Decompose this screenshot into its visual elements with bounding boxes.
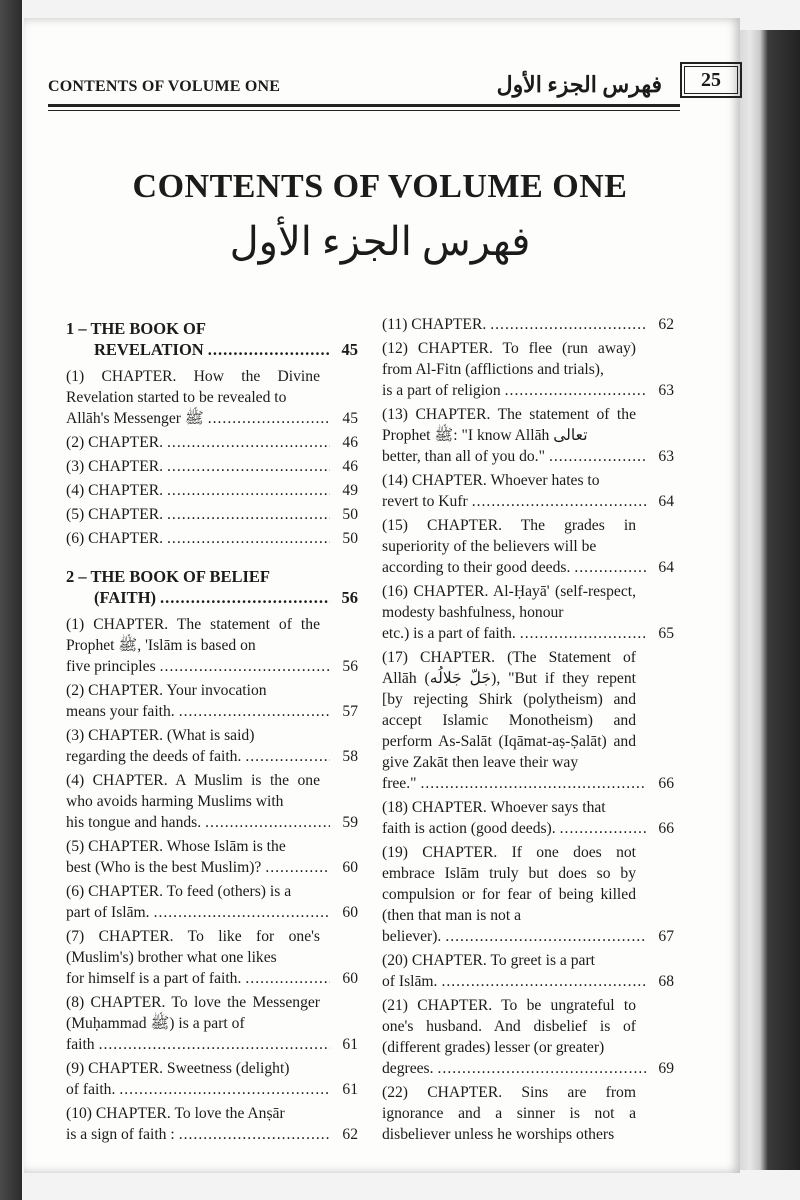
toc-entry bbox=[66, 366, 358, 429]
toc-entry-last-line: revert to Kufr bbox=[382, 493, 468, 510]
book-cover-edge bbox=[740, 30, 800, 1170]
toc-entry-last-line: of Islām. bbox=[382, 973, 438, 990]
book-page-number: 56 bbox=[341, 588, 358, 607]
toc-entry-page: 67 bbox=[658, 928, 674, 945]
toc-entry-last-line: regarding the deeds of faith. bbox=[66, 748, 242, 765]
page-header bbox=[48, 56, 742, 108]
toc-entry-last-line: five principles bbox=[66, 658, 156, 675]
toc-entry-last-line: (5) CHAPTER. bbox=[66, 506, 164, 523]
toc-entry-text: (15) CHAPTER. The grades in superiority of the believers will be bbox=[382, 517, 636, 555]
book-page-number: 45 bbox=[341, 340, 358, 359]
toc-entry-last-line: free." bbox=[382, 775, 417, 792]
page-number-box: 25 bbox=[680, 62, 742, 98]
toc-entry-page: 66 bbox=[658, 775, 674, 792]
toc-entry bbox=[66, 992, 358, 1055]
book-spine bbox=[0, 0, 22, 1200]
toc-entry-text: (14) CHAPTER. Whoever hates to bbox=[382, 472, 600, 489]
book-heading-line2: (FAITH) bbox=[94, 588, 157, 607]
toc-entry-last-line: means your faith. bbox=[66, 703, 175, 720]
toc-entry bbox=[382, 842, 674, 947]
toc-entry-text: (1) CHAPTER. The statement of the Prophet ﷺ, 'Islām is based on bbox=[66, 616, 320, 654]
toc-entry bbox=[66, 926, 358, 989]
toc-entry-last-line: (3) CHAPTER. bbox=[66, 458, 164, 475]
toc-entry-text: (18) CHAPTER. Whoever says that bbox=[382, 799, 606, 816]
toc-entry-last-line: best (Who is the best Muslim)? bbox=[66, 859, 262, 876]
toc-entry-last-line: believer). bbox=[382, 928, 442, 945]
toc-entry bbox=[66, 1058, 358, 1100]
toc-entry-page: 69 bbox=[658, 1060, 674, 1077]
toc-entry-text: (2) CHAPTER. Your invocation bbox=[66, 682, 267, 699]
book-heading-line1: 1 – THE BOOK OF bbox=[66, 319, 206, 338]
toc-entry-page: 66 bbox=[658, 820, 674, 837]
toc-entry bbox=[66, 614, 358, 677]
toc-entry bbox=[66, 836, 358, 878]
toc-entry-text: (20) CHAPTER. To greet is a part bbox=[382, 952, 595, 969]
toc-entry-text: (22) CHAPTER. Sins are from ignorance and a sinner is not a disbeliever unless he worships others bbox=[382, 1084, 636, 1143]
toc-entry-text: (3) CHAPTER. (What is said) bbox=[66, 727, 255, 744]
toc-entry-page: 68 bbox=[658, 973, 674, 990]
contents-column-left bbox=[66, 314, 358, 1148]
toc-entry-text: (17) CHAPTER. (The Statement of Allāh (جَلّ جَلالُه), "But if they repent [by rejecting Shirk (polytheism) and accept Islamic Monotheism) and perform As-Salāt (Iqāmat-aṣ-Ṣalāt) and give Zakāt then leave their way bbox=[382, 649, 636, 771]
toc-entry bbox=[382, 470, 674, 512]
toc-entry-last-line: (11) CHAPTER. bbox=[382, 316, 487, 333]
toc-entry-last-line: etc.) is a part of faith. bbox=[382, 625, 516, 642]
toc-entry bbox=[382, 515, 674, 578]
toc-entry bbox=[66, 432, 358, 453]
toc-entry-page: 62 bbox=[342, 1126, 358, 1143]
toc-entry-last-line: (2) CHAPTER. bbox=[66, 434, 164, 451]
running-title: CONTENTS OF VOLUME ONE bbox=[48, 78, 281, 95]
toc-entry bbox=[382, 338, 674, 401]
toc-entry-last-line: is a part of religion bbox=[382, 382, 501, 399]
toc-entry-last-line: (6) CHAPTER. bbox=[66, 530, 164, 547]
toc-entry-text: (16) CHAPTER. Al-Ḥayā' (self-respect, modesty bashfulness, honour bbox=[382, 583, 636, 621]
book-heading-line2: REVELATION bbox=[94, 340, 204, 359]
toc-entry-last-line: (4) CHAPTER. bbox=[66, 482, 164, 499]
toc-entry-page: 60 bbox=[342, 970, 358, 987]
toc-entry-page: 63 bbox=[658, 448, 674, 465]
toc-entry-text: (9) CHAPTER. Sweetness (delight) bbox=[66, 1060, 290, 1077]
toc-entry bbox=[66, 480, 358, 501]
toc-entry-text: (10) CHAPTER. To love the Anṣār bbox=[66, 1105, 285, 1122]
toc-entry-last-line: degrees. bbox=[382, 1060, 434, 1077]
book-heading-belief bbox=[66, 566, 358, 608]
contents-title: CONTENTS OF VOLUME ONE bbox=[132, 168, 628, 205]
toc-entry-page: 58 bbox=[342, 748, 358, 765]
toc-entry bbox=[66, 680, 358, 722]
toc-entry-text: (4) CHAPTER. A Muslim is the one who avoids harming Muslims with bbox=[66, 772, 320, 810]
header-rule-thin bbox=[48, 110, 680, 111]
toc-entry bbox=[382, 995, 674, 1079]
toc-entry-page: 49 bbox=[342, 482, 358, 499]
toc-entry bbox=[66, 1103, 358, 1145]
toc-entry bbox=[382, 1082, 674, 1145]
toc-entry-page: 57 bbox=[342, 703, 358, 720]
toc-entry-text: (7) CHAPTER. To like for one's (Muslim's) brother what one likes bbox=[66, 928, 320, 966]
toc-entry bbox=[66, 725, 358, 767]
book-heading-revelation bbox=[66, 318, 358, 360]
header-rule bbox=[48, 104, 680, 107]
toc-entry-page: 65 bbox=[658, 625, 674, 642]
running-title-arabic: فهرس الجزء الأول bbox=[496, 72, 662, 97]
toc-entry-text: (6) CHAPTER. To feed (others) is a bbox=[66, 883, 292, 900]
toc-entry-last-line: faith bbox=[66, 1036, 95, 1053]
toc-entry bbox=[66, 770, 358, 833]
toc-entry bbox=[66, 881, 358, 923]
book-heading-line1: 2 – THE BOOK OF BELIEF bbox=[66, 567, 271, 586]
toc-entry bbox=[66, 456, 358, 477]
toc-entry-text: (12) CHAPTER. To flee (run away) from Al-Fitn (afflictions and trials), bbox=[382, 340, 636, 378]
toc-entry-text: (8) CHAPTER. To love the Messenger (Muḥammad ﷺ) is a part of bbox=[66, 994, 320, 1032]
toc-entry-page: 61 bbox=[342, 1036, 358, 1053]
toc-entry-text: (19) CHAPTER. If one does not embrace Islām truly but does so by compulsion or for fear of being killed (then that man is not a bbox=[382, 844, 636, 924]
toc-entry bbox=[382, 797, 674, 839]
toc-entry-page: 64 bbox=[658, 493, 674, 510]
toc-entry-page: 60 bbox=[342, 904, 358, 921]
toc-entry-page: 50 bbox=[342, 530, 358, 547]
toc-entry-page: 60 bbox=[342, 859, 358, 876]
toc-entry-page: 63 bbox=[658, 382, 674, 399]
toc-entry-last-line: better, than all of you do." bbox=[382, 448, 545, 465]
toc-entry-text: (5) CHAPTER. Whose Islām is the bbox=[66, 838, 286, 855]
toc-entry-last-line: for himself is a part of faith. bbox=[66, 970, 242, 987]
toc-entry-text: (13) CHAPTER. The statement of the Prophet ﷺ: "I know Allāh تعالى bbox=[382, 406, 636, 444]
toc-entry-last-line: of faith. bbox=[66, 1081, 116, 1098]
toc-entry-page: 56 bbox=[342, 658, 358, 675]
toc-entry-page: 59 bbox=[342, 814, 358, 831]
contents-title-arabic: فهرس الجزء الأول bbox=[229, 219, 531, 264]
toc-entry-page: 61 bbox=[342, 1081, 358, 1098]
toc-entry-last-line: is a sign of faith : bbox=[66, 1126, 175, 1143]
toc-entry-text: (21) CHAPTER. To be ungrateful to one's husband. And disbelief is of (different grades) lesser (or greater) bbox=[382, 997, 636, 1056]
toc-entry-page: 64 bbox=[658, 559, 674, 576]
toc-entry-page: 46 bbox=[342, 434, 358, 451]
toc-entry bbox=[66, 528, 358, 549]
toc-entry-page: 45 bbox=[342, 410, 358, 427]
toc-entry bbox=[382, 581, 674, 644]
toc-entry bbox=[66, 504, 358, 525]
toc-entry bbox=[382, 950, 674, 992]
toc-entry bbox=[382, 647, 674, 794]
contents-column-right bbox=[382, 314, 674, 1148]
toc-entry bbox=[382, 404, 674, 467]
toc-entry-last-line: part of Islām. bbox=[66, 904, 150, 921]
toc-entry-page: 50 bbox=[342, 506, 358, 523]
toc-entry-page: 62 bbox=[658, 316, 674, 333]
toc-entry-last-line: Allāh's Messenger ﷺ bbox=[66, 410, 204, 427]
toc-entry-page: 46 bbox=[342, 458, 358, 475]
toc-entry-last-line: faith is action (good deeds). bbox=[382, 820, 556, 837]
toc-entry-last-line: according to their good deeds. bbox=[382, 559, 571, 576]
toc-entry-text: (1) CHAPTER. How the Divine Revelation started to be revealed to bbox=[66, 368, 320, 406]
toc-entry bbox=[382, 314, 674, 335]
toc-entry-last-line: his tongue and hands. bbox=[66, 814, 202, 831]
